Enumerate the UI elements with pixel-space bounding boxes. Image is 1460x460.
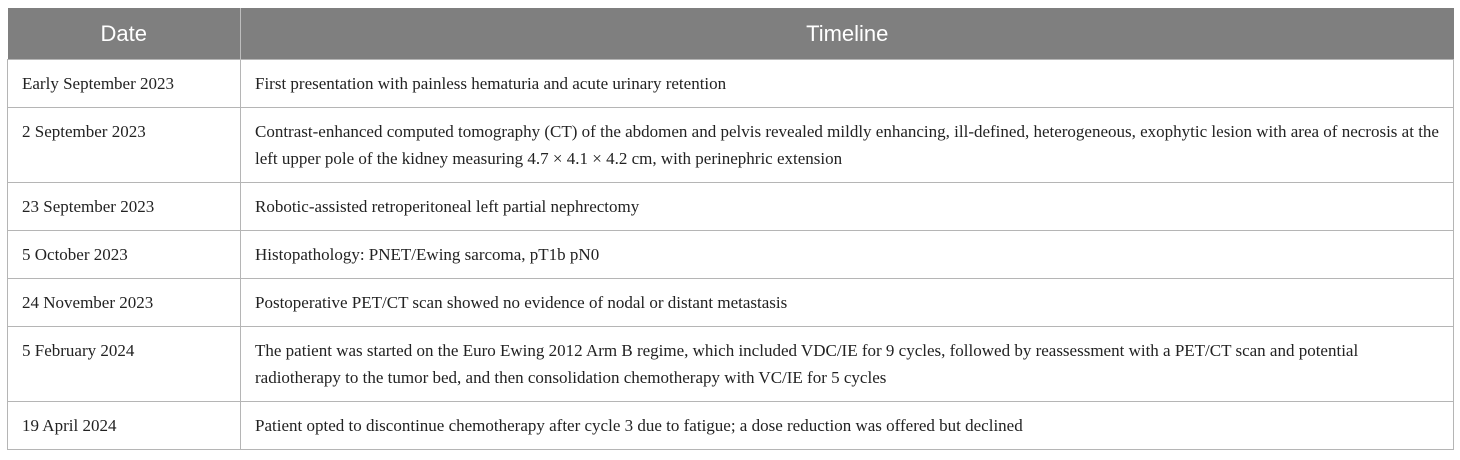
date-cell: 19 April 2024 [8, 402, 241, 450]
date-cell: 5 February 2024 [8, 327, 241, 402]
header-row [8, 8, 1454, 60]
table-row [8, 183, 1454, 231]
event-cell: Histopathology: PNET/Ewing sarcoma, pT1b pN0 [241, 231, 1454, 279]
table-row [8, 279, 1454, 327]
event-cell: Postoperative PET/CT scan showed no evidence of nodal or distant metastasis [241, 279, 1454, 327]
date-cell: 2 September 2023 [8, 108, 241, 183]
table-row [8, 402, 1454, 450]
date-column-header: Date [8, 8, 241, 60]
table-body [8, 60, 1454, 450]
date-cell: 5 October 2023 [8, 231, 241, 279]
table-row [8, 327, 1454, 402]
date-cell: Early September 2023 [8, 60, 241, 108]
table-row [8, 231, 1454, 279]
table-row [8, 108, 1454, 183]
table-header [8, 8, 1454, 60]
event-cell: The patient was started on the Euro Ewing 2012 Arm B regime, which included VDC/IE for 9 cycles, followed by reassessment with a PET/CT scan and potential radiotherapy to the tumor bed, and then consolidation chemotherapy with VC/IE for 5 cycles [241, 327, 1454, 402]
date-cell: 23 September 2023 [8, 183, 241, 231]
timeline-table [7, 8, 1454, 450]
timeline-column-header: Timeline [241, 8, 1454, 60]
event-cell: Patient opted to discontinue chemotherapy after cycle 3 due to fatigue; a dose reduction was offered but declined [241, 402, 1454, 450]
event-cell: Robotic-assisted retroperitoneal left partial nephrectomy [241, 183, 1454, 231]
event-cell: Contrast-enhanced computed tomography (CT) of the abdomen and pelvis revealed mildly enhancing, ill-defined, heterogeneous, exophytic lesion with area of necrosis at the left upper pole of the kidney measuring 4.7 × 4.1 × 4.2 cm, with perinephric extension [241, 108, 1454, 183]
date-cell: 24 November 2023 [8, 279, 241, 327]
event-cell: First presentation with painless hematuria and acute urinary retention [241, 60, 1454, 108]
table-row [8, 60, 1454, 108]
